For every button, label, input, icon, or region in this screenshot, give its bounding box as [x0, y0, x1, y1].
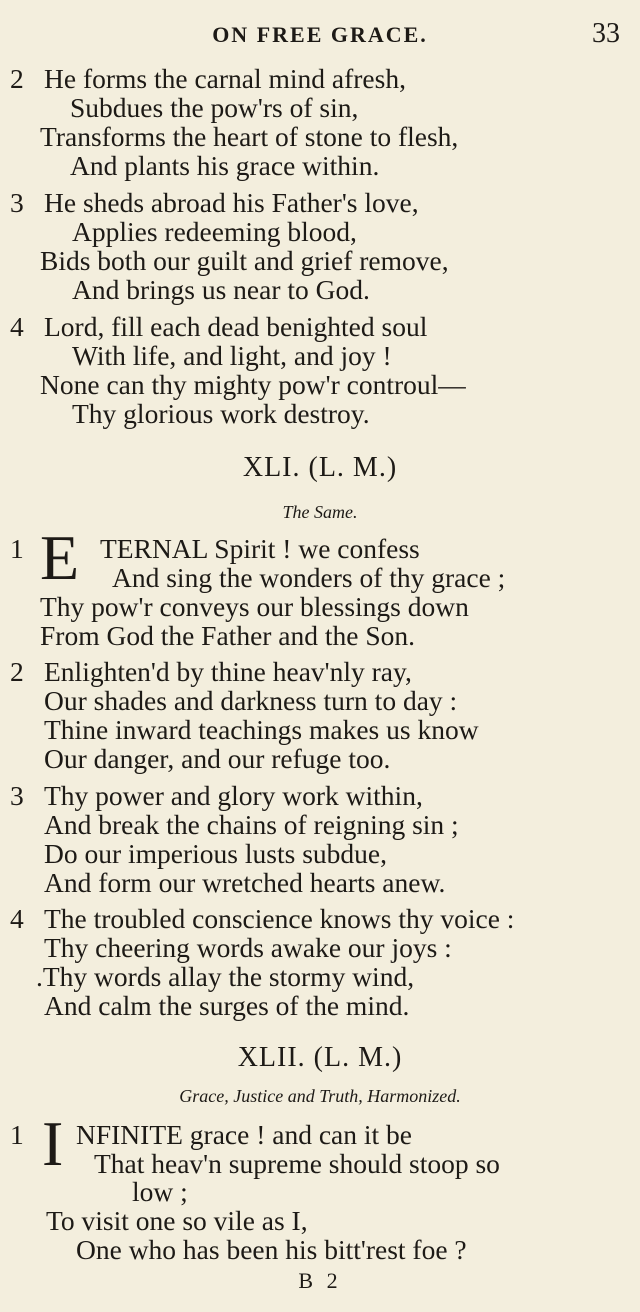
- verse-line: Thy power and glory work within,: [44, 780, 423, 811]
- verse-line: TERNAL Spirit ! we confess: [100, 533, 420, 564]
- verse-line: Enlighten'd by thine heav'nly ray,: [44, 656, 412, 687]
- verse-line: Do our imperious lusts subdue,: [44, 838, 387, 869]
- signature-mark: B 2: [298, 1268, 342, 1293]
- verse-line: And sing the wonders of thy grace ;: [112, 562, 506, 593]
- verse-line: .Thy words allay the stormy wind,: [36, 961, 415, 992]
- verse-number: 2: [10, 63, 24, 94]
- running-head: [0, 14, 640, 54]
- verse-number: 3: [10, 780, 24, 811]
- verse-number: 2: [10, 656, 24, 687]
- verse-line: And brings us near to God.: [72, 274, 370, 305]
- verse-number: 4: [10, 903, 24, 934]
- verse-line: One who has been his bitt'rest foe ?: [76, 1234, 467, 1265]
- running-title: ON FREE GRACE.: [212, 22, 428, 47]
- verse-number: 1: [10, 1119, 24, 1150]
- verse-line: Subdues the pow'rs of sin,: [70, 92, 359, 123]
- verse-line: The troubled conscience knows thy voice :: [44, 903, 515, 934]
- verse-line: NFINITE grace ! and can it be: [76, 1119, 412, 1150]
- verse-line: Thine inward teachings makes us know: [44, 714, 479, 745]
- verse-number: 4: [10, 311, 24, 342]
- hymn-subtitle: Grace, Justice and Truth, Harmonized.: [179, 1086, 461, 1106]
- verse-line: Transforms the heart of stone to flesh,: [40, 121, 459, 152]
- verse-line: Thy cheering words awake our joys :: [44, 932, 452, 963]
- drop-cap: I: [42, 1108, 64, 1179]
- verse-line: He forms the carnal mind afresh,: [44, 63, 406, 94]
- drop-cap: E: [40, 522, 80, 593]
- verse-number: 3: [10, 187, 24, 218]
- verse-line: Our shades and darkness turn to day :: [44, 685, 458, 716]
- verse-line: Lord, fill each dead benighted soul: [44, 311, 428, 342]
- verse-line: He sheds abroad his Father's love,: [44, 187, 419, 218]
- verse-line: Our danger, and our refuge too.: [44, 743, 391, 774]
- verse-line: None can thy mighty pow'r controul—: [40, 369, 466, 400]
- verse-line: To visit one so vile as I,: [46, 1205, 308, 1236]
- verse-line: Applies redeeming blood,: [72, 216, 357, 247]
- verse-line: Thy pow'r conveys our blessings down: [40, 591, 469, 622]
- verse-line: Thy glorious work destroy.: [72, 398, 370, 429]
- verse-line: Bids both our guilt and grief remove,: [40, 245, 449, 276]
- verse-line: low ;: [132, 1176, 188, 1207]
- hymn-subtitle: The Same.: [282, 502, 358, 522]
- hymn-title: XLI. (L. M.): [242, 452, 398, 483]
- verse-line: And plants his grace within.: [70, 150, 380, 181]
- verse-line: And form our wretched hearts anew.: [44, 867, 446, 898]
- verse-line: And break the chains of reigning sin ;: [44, 809, 459, 840]
- hymn-title: XLII. (L. M.): [237, 1042, 403, 1073]
- verse-line: That heav'n supreme should stoop so: [94, 1148, 500, 1179]
- verse-line: And calm the surges of the mind.: [44, 990, 410, 1021]
- verse-number: 1: [10, 533, 24, 564]
- page-number: 33: [592, 18, 620, 49]
- verse-line: With life, and light, and joy !: [72, 340, 392, 371]
- verse-line: From God the Father and the Son.: [40, 620, 416, 651]
